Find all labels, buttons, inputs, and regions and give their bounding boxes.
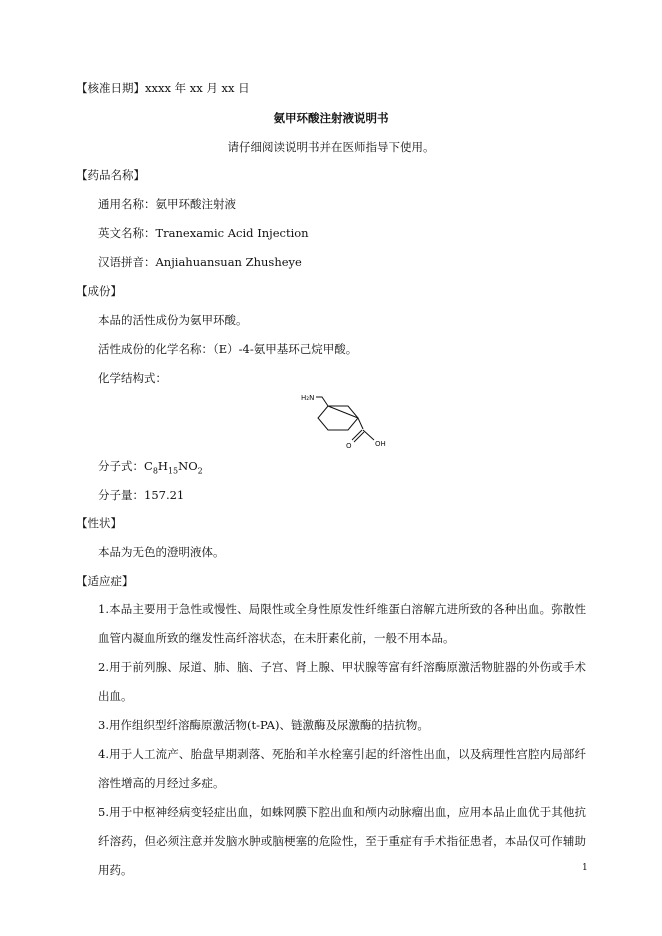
amine-label: H₂N — [301, 394, 315, 402]
description-text: 本品为无色的澄明液体。 — [98, 545, 225, 559]
oxygen-label: O — [346, 442, 352, 450]
indications-header: 【适应症】 — [76, 574, 134, 588]
composition-header: 【成份】 — [76, 284, 122, 298]
indication-item-4: 4.用于人工流产、胎盘早期剥落、死胎和羊水栓塞引起的纤溶性出血，以及病理性宫腔内局部纤溶性增高的月经过多症。 — [98, 747, 586, 790]
indication-item-2: 2.用于前列腺、尿道、肺、脑、子宫、肾上腺、甲状腺等富有纤溶酶原激活物脏器的外伤或手术出血。 — [98, 660, 586, 703]
indication-item-1: 1.本品主要用于急性或慢性、局限性或全身性原发性纤维蛋白溶解亢进所致的各种出血。弥散性血管内凝血所致的继发性高纤溶状态，在未肝素化前，一般不用本品。 — [98, 602, 586, 645]
chemical-name: 活性成份的化学名称：（E）-4-氨甲基环己烷甲酸。 — [98, 342, 358, 356]
chemical-bonds — [316, 397, 328, 406]
english-name: 英文名称：Tranexamic Acid Injection — [98, 226, 309, 240]
indication-item-5: 5.用于中枢神经病变轻症出血，如蛛网膜下腔出血和颅内动脉瘤出血，应用本品止血优于其他抗纤溶药，但必须注意并发脑水肿或脑梗塞的危险性，至于重症有手术指征患者，本品仅可作辅助用药。 — [98, 805, 586, 877]
pinyin-name: 汉语拼音：Anjiahuansuan Zhusheye — [98, 255, 302, 269]
approval-date: 【核准日期】xxxx 年 xx 月 xx 日 — [76, 81, 250, 95]
chemical-structure — [296, 388, 396, 450]
document-subtitle: 请仔细阅读说明书并在医师指导下使用。 — [227, 140, 435, 154]
drug-name-header: 【药品名称】 — [76, 168, 145, 182]
description-header: 【性状】 — [76, 516, 122, 530]
active-ingredient: 本品的活性成份为氨甲环酸。 — [98, 313, 248, 327]
document-title: 氨甲环酸注射液说明书 — [273, 111, 389, 125]
molecular-formula: 分子式：$C_8H_{15}NO_2$ — [98, 459, 203, 476]
indication-item-3: 3.用作组织型纤溶酶原激活物(t-PA)、链激酶及尿激酶的拮抗物。 — [98, 718, 429, 732]
generic-name: 通用名称：氨甲环酸注射液 — [98, 197, 236, 211]
carboxyl-bond — [358, 418, 363, 429]
hydroxyl-label: OH — [375, 440, 386, 448]
hydroxyl-bond — [363, 430, 374, 440]
page-number: 1 — [582, 863, 588, 873]
structure-label: 化学结构式： — [98, 371, 167, 385]
molecular-weight: 分子量：157.21 — [98, 488, 185, 502]
